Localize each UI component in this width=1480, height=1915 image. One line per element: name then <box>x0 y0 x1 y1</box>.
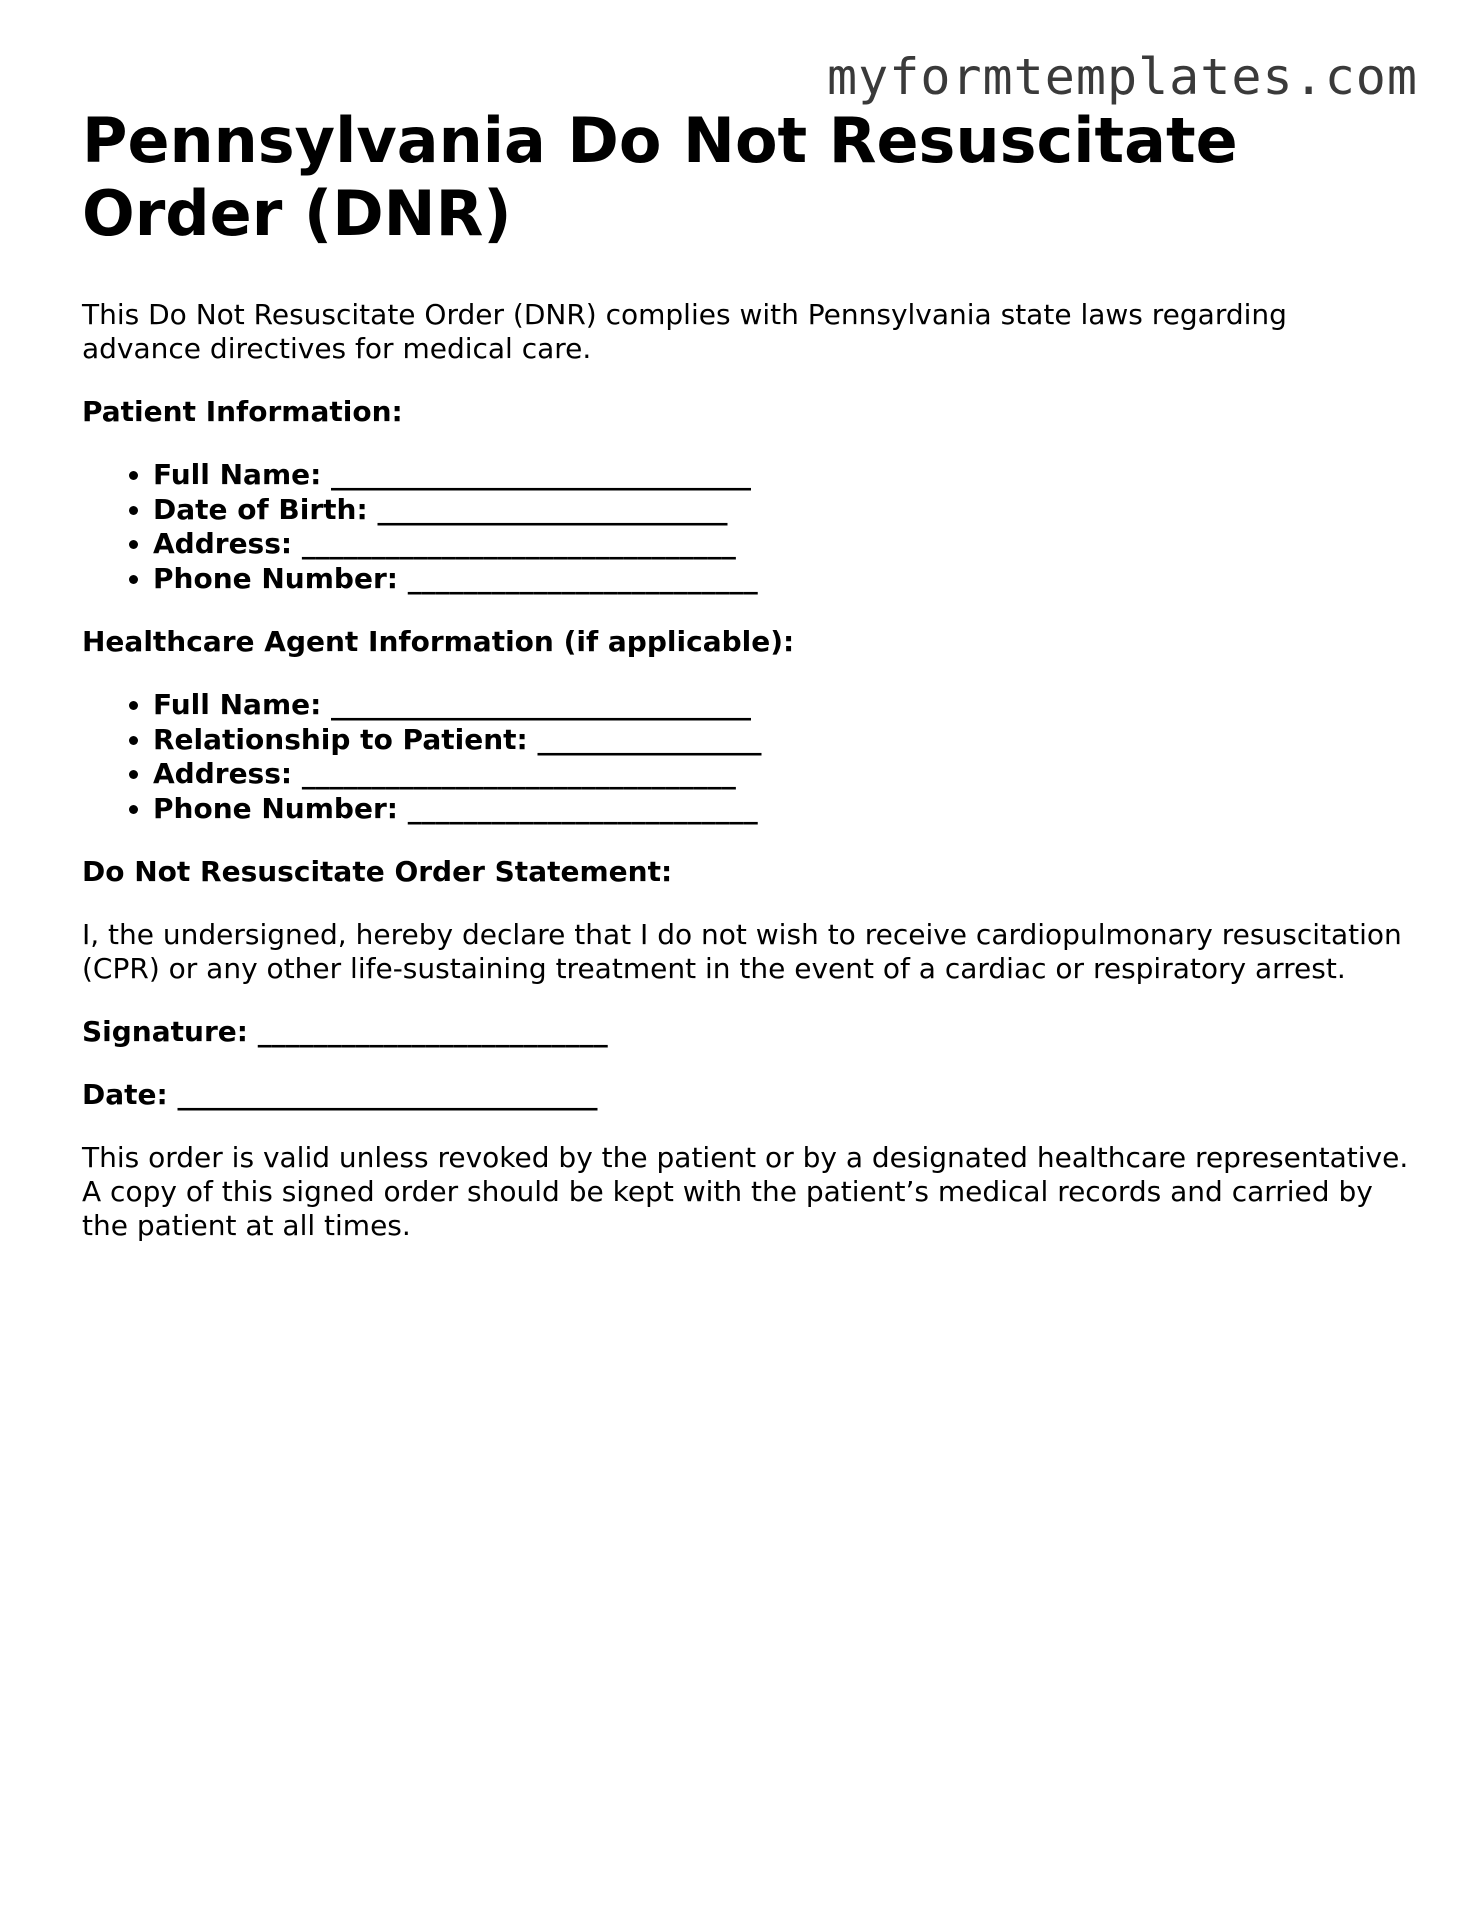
agent-relationship-field: • Relationship to Patient: ________________ <box>153 723 1412 758</box>
statement-heading: Do Not Resuscitate Order Statement: <box>82 855 673 888</box>
agent-info-list <box>82 688 1412 826</box>
document-page <box>82 104 1412 1243</box>
patient-info-heading: Patient Information: <box>82 395 403 428</box>
date-line: Date: ______________________________ <box>82 1078 598 1111</box>
agent-address-field: • Address: _______________________________ <box>153 757 1412 792</box>
intro-paragraph: This Do Not Resuscitate Order (DNR) complies with Pennsylvania state laws regarding advance directives for medical care. <box>82 298 1287 365</box>
patient-date-of-birth-field: • Date of Birth: _________________________ <box>153 493 1412 528</box>
agent-phone-field: • Phone Number: _________________________ <box>153 792 1412 827</box>
watermark: myformtemplates.com <box>827 48 1418 106</box>
agent-full-name-field: • Full Name: ______________________________ <box>153 688 1412 723</box>
patient-address-field: • Address: _______________________________ <box>153 527 1412 562</box>
closing-paragraph: This order is valid unless revoked by the patient or by a designated healthcare representative. A copy of this signed order should be kept with the patient’s medical records and carried by the patient at all times. <box>82 1141 1409 1242</box>
patient-full-name-field: • Full Name: ______________________________ <box>153 458 1412 493</box>
patient-info-list <box>82 458 1412 596</box>
page-title: Pennsylvania Do Not Resuscitate Order (DNR) <box>82 104 1238 250</box>
statement-paragraph: I, the undersigned, hereby declare that I do not wish to receive cardiopulmonary resuscitation (CPR) or any other life-sustaining treatment in the event of a cardiac or respiratory arrest. <box>82 918 1402 985</box>
agent-info-heading: Healthcare Agent Information (if applicable): <box>82 625 795 658</box>
signature-line: Signature: _________________________ <box>82 1015 608 1048</box>
patient-phone-field: • Phone Number: _________________________ <box>153 562 1412 597</box>
